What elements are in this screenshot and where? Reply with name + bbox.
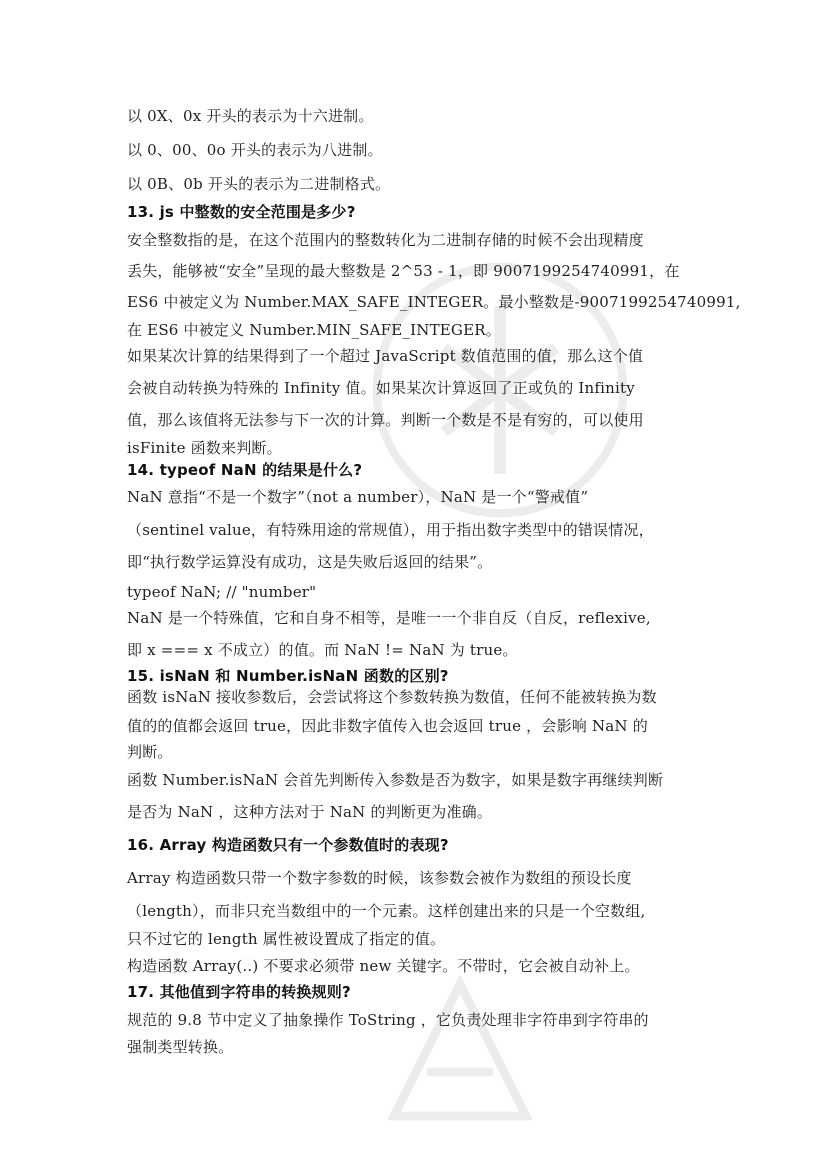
text-line-binary: 以 0B、0b 开头的表示为二进制格式。 bbox=[127, 175, 391, 193]
paragraph-line: 构造函数 Array(..) 不要求必须带 new 关键字。不带时，它会被自动补上。 bbox=[127, 957, 640, 975]
paragraph-line: NaN 意指“不是一个数字”（not a number），NaN 是一个“警戒值” bbox=[127, 488, 589, 506]
heading-15: 15. isNaN 和 Number.isNaN 函数的区别? bbox=[127, 667, 449, 685]
text-line-hex: 以 0X、0x 开头的表示为十六进制。 bbox=[127, 107, 374, 125]
heading-17: 17. 其他值到字符串的转换规则? bbox=[127, 983, 351, 1001]
paragraph-line: （sentinel value，有特殊用途的常规值），用于指出数字类型中的错误情况， bbox=[127, 521, 654, 539]
paragraph-line: 会被自动转换为特殊的 Infinity 值。如果某次计算返回了正或负的 Infinity bbox=[127, 379, 635, 397]
paragraph-line: Array 构造函数只带一个数字参数的时候，该参数会被作为数组的预设长度 bbox=[127, 869, 632, 887]
heading-16: 16. Array 构造函数只有一个参数值时的表现? bbox=[127, 836, 449, 854]
paragraph-line: 函数 isNaN 接收参数后，会尝试将这个参数转换为数值，任何不能被转换为数 bbox=[127, 688, 657, 706]
paragraph-line: （length），而非只充当数组中的一个元素。这样创建出来的只是一个空数组, bbox=[127, 902, 646, 920]
text-line-octal: 以 0、00、0o 开头的表示为八进制。 bbox=[127, 141, 383, 159]
paragraph-line: 即 x === x 不成立）的值。而 NaN != NaN 为 true。 bbox=[127, 641, 518, 659]
paragraph-line: 安全整数指的是，在这个范围内的整数转化为二进制存储的时候不会出现精度 bbox=[127, 231, 644, 249]
heading-14: 14. typeof NaN 的结果是什么? bbox=[127, 461, 363, 479]
paragraph-line: 只不过它的 length 属性被设置成了指定的值。 bbox=[127, 930, 446, 948]
paragraph-line: 在 ES6 中被定义 Number.MIN_SAFE_INTEGER。 bbox=[127, 321, 501, 339]
paragraph-line: 丢失，能够被“安全”呈现的最大整数是 2^53 - 1，即 9007199254740991，在 bbox=[127, 262, 680, 280]
paragraph-line: NaN 是一个特殊值，它和自身不相等，是唯一一个非自反（自反，reflexive, bbox=[127, 609, 651, 627]
paragraph-line: 是否为 NaN ，这种方法对于 NaN 的判断更为准确。 bbox=[127, 803, 493, 821]
paragraph-line: 如果某次计算的结果得到了一个超过 JavaScript 数值范围的值，那么这个值 bbox=[127, 347, 644, 365]
paragraph-line: ES6 中被定义为 Number.MAX_SAFE_INTEGER。最小整数是-9007199254740991, bbox=[127, 293, 741, 311]
paragraph-line: 强制类型转换。 bbox=[127, 1038, 234, 1056]
paragraph-line: isFinite 函数来判断。 bbox=[127, 439, 282, 457]
paragraph-line: 即“执行数学运算没有成功，这是失败后返回的结果”。 bbox=[127, 553, 493, 571]
paragraph-line: 判断。 bbox=[127, 743, 173, 761]
code-line: typeof NaN; // "number" bbox=[127, 583, 317, 601]
heading-13: 13. js 中整数的安全范围是多少? bbox=[127, 203, 356, 221]
paragraph-line: 值的的值都会返回 true，因此非数字值传入也会返回 true ，会影响 NaN 的 bbox=[127, 717, 648, 735]
paragraph-line: 值，那么该值将无法参与下一次的计算。判断一个数是不是有穷的，可以使用 bbox=[127, 411, 644, 429]
paragraph-line: 函数 Number.isNaN 会首先判断传入参数是否为数字，如果是数字再继续判断 bbox=[127, 771, 664, 789]
paragraph-line: 规范的 9.8 节中定义了抽象操作 ToString ，它负责处理非字符串到字符串的 bbox=[127, 1011, 649, 1029]
